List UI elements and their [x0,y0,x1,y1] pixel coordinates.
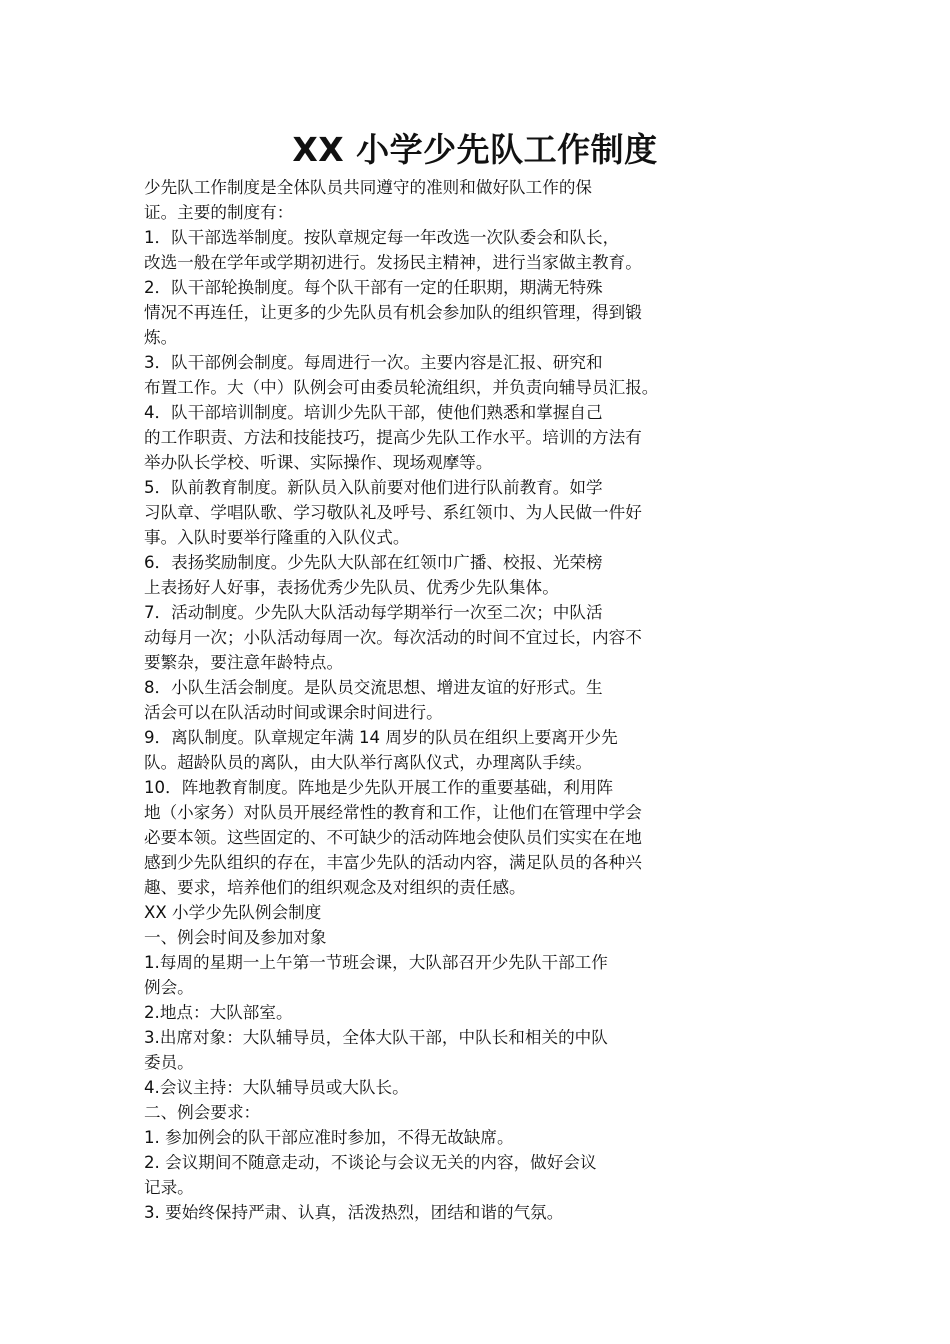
text-line: 二、例会要求： [144,1103,261,1122]
text-line: 2. 会议期间不随意走动，不谈论与会议无关的内容，做好会议 [144,1153,597,1172]
text-line: 要繁杂，要注意年龄特点。 [144,653,344,672]
text-line: 少先队工作制度是全体队员共同遵守的准则和做好队工作的保 [144,178,593,197]
document-title: XX 小学少先队工作制度 [292,130,658,169]
text-line: 2.地点：大队部室。 [144,1003,293,1022]
text-line: 地（小家务）对队员开展经常性的教育和工作，让他们在管理中学会 [144,803,642,822]
text-line: 1.每周的星期一上午第一节班会课，大队部召开少先队干部工作 [144,953,608,972]
text-line: 2．队干部轮换制度。每个队干部有一定的任职期，期满无特殊 [144,278,603,297]
text-line: 委员。 [144,1053,194,1072]
text-line: 3.出席对象：大队辅导员，全体大队干部，中队长和相关的中队 [144,1028,608,1047]
text-line: 6．表扬奖励制度。少先队大队部在红领巾广播、校报、光荣榜 [144,553,603,572]
text-line: 证。主要的制度有： [144,203,294,222]
text-line: XX 小学少先队例会制度 [144,903,322,922]
text-line: 举办队长学校、听课、实际操作、现场观摩等。 [144,453,493,472]
text-line: 感到少先队组织的存在，丰富少先队的活动内容，满足队员的各种兴 [144,853,642,872]
document-body [144,175,744,1225]
text-line: 情况不再连任，让更多的少先队员有机会参加队的组织管理，得到锻 [144,303,642,322]
text-line: 事。入队时要举行隆重的入队仪式。 [144,528,410,547]
text-line: 3．队干部例会制度。每周进行一次。主要内容是汇报、研究和 [144,353,603,372]
text-line: 必要本领。这些固定的、不可缺少的活动阵地会使队员们实实在在地 [144,828,642,847]
text-line: 4.会议主持：大队辅导员或大队长。 [144,1078,409,1097]
text-line: 9．离队制度。队章规定年满 14 周岁的队员在组织上要离开少先 [144,728,618,747]
text-line: 队。超龄队员的离队，由大队举行离队仪式，办理离队手续。 [144,753,593,772]
text-line: 上表扬好人好事，表扬优秀少先队员、优秀少先队集体。 [144,578,559,597]
text-line: 趣、要求，培养他们的组织观念及对组织的责任感。 [144,878,526,897]
text-line: 例会。 [144,978,194,997]
text-line: 3. 要始终保持严肃、认真，活泼热烈，团结和谐的气氛。 [144,1203,564,1222]
text-line: 10．阵地教育制度。阵地是少先队开展工作的重要基础，利用阵 [144,778,614,797]
text-line: 1. 参加例会的队干部应准时参加，不得无故缺席。 [144,1128,514,1147]
text-line: 布置工作。大（中）队例会可由委员轮流组织，并负责向辅导员汇报。 [144,378,659,397]
text-line: 一、例会时间及参加对象 [144,928,327,947]
text-line: 动每月一次；小队活动每周一次。每次活动的时间不宜过长，内容不 [144,628,642,647]
text-line: 1．队干部选举制度。按队章规定每一年改选一次队委会和队长， [144,228,620,247]
text-line: 记录。 [144,1178,194,1197]
text-line: 活会可以在队活动时间或课余时间进行。 [144,703,443,722]
text-line: 4．队干部培训制度。培训少先队干部，使他们熟悉和掌握自己 [144,403,603,422]
text-line: 炼。 [144,328,178,347]
text-line: 5．队前教育制度。新队员入队前要对他们进行队前教育。如学 [144,478,603,497]
text-line: 改选一般在学年或学期初进行。发扬民主精神，进行当家做主教育。 [144,253,642,272]
text-line: 的工作职责、方法和技能技巧，提高少先队工作水平。培训的方法有 [144,428,642,447]
text-line: 习队章、学唱队歌、学习敬队礼及呼号、系红领巾、为人民做一件好 [144,503,642,522]
text-line: 8．小队生活会制度。是队员交流思想、增进友谊的好形式。生 [144,678,603,697]
text-line: 7．活动制度。少先队大队活动每学期举行一次至二次；中队活 [144,603,603,622]
